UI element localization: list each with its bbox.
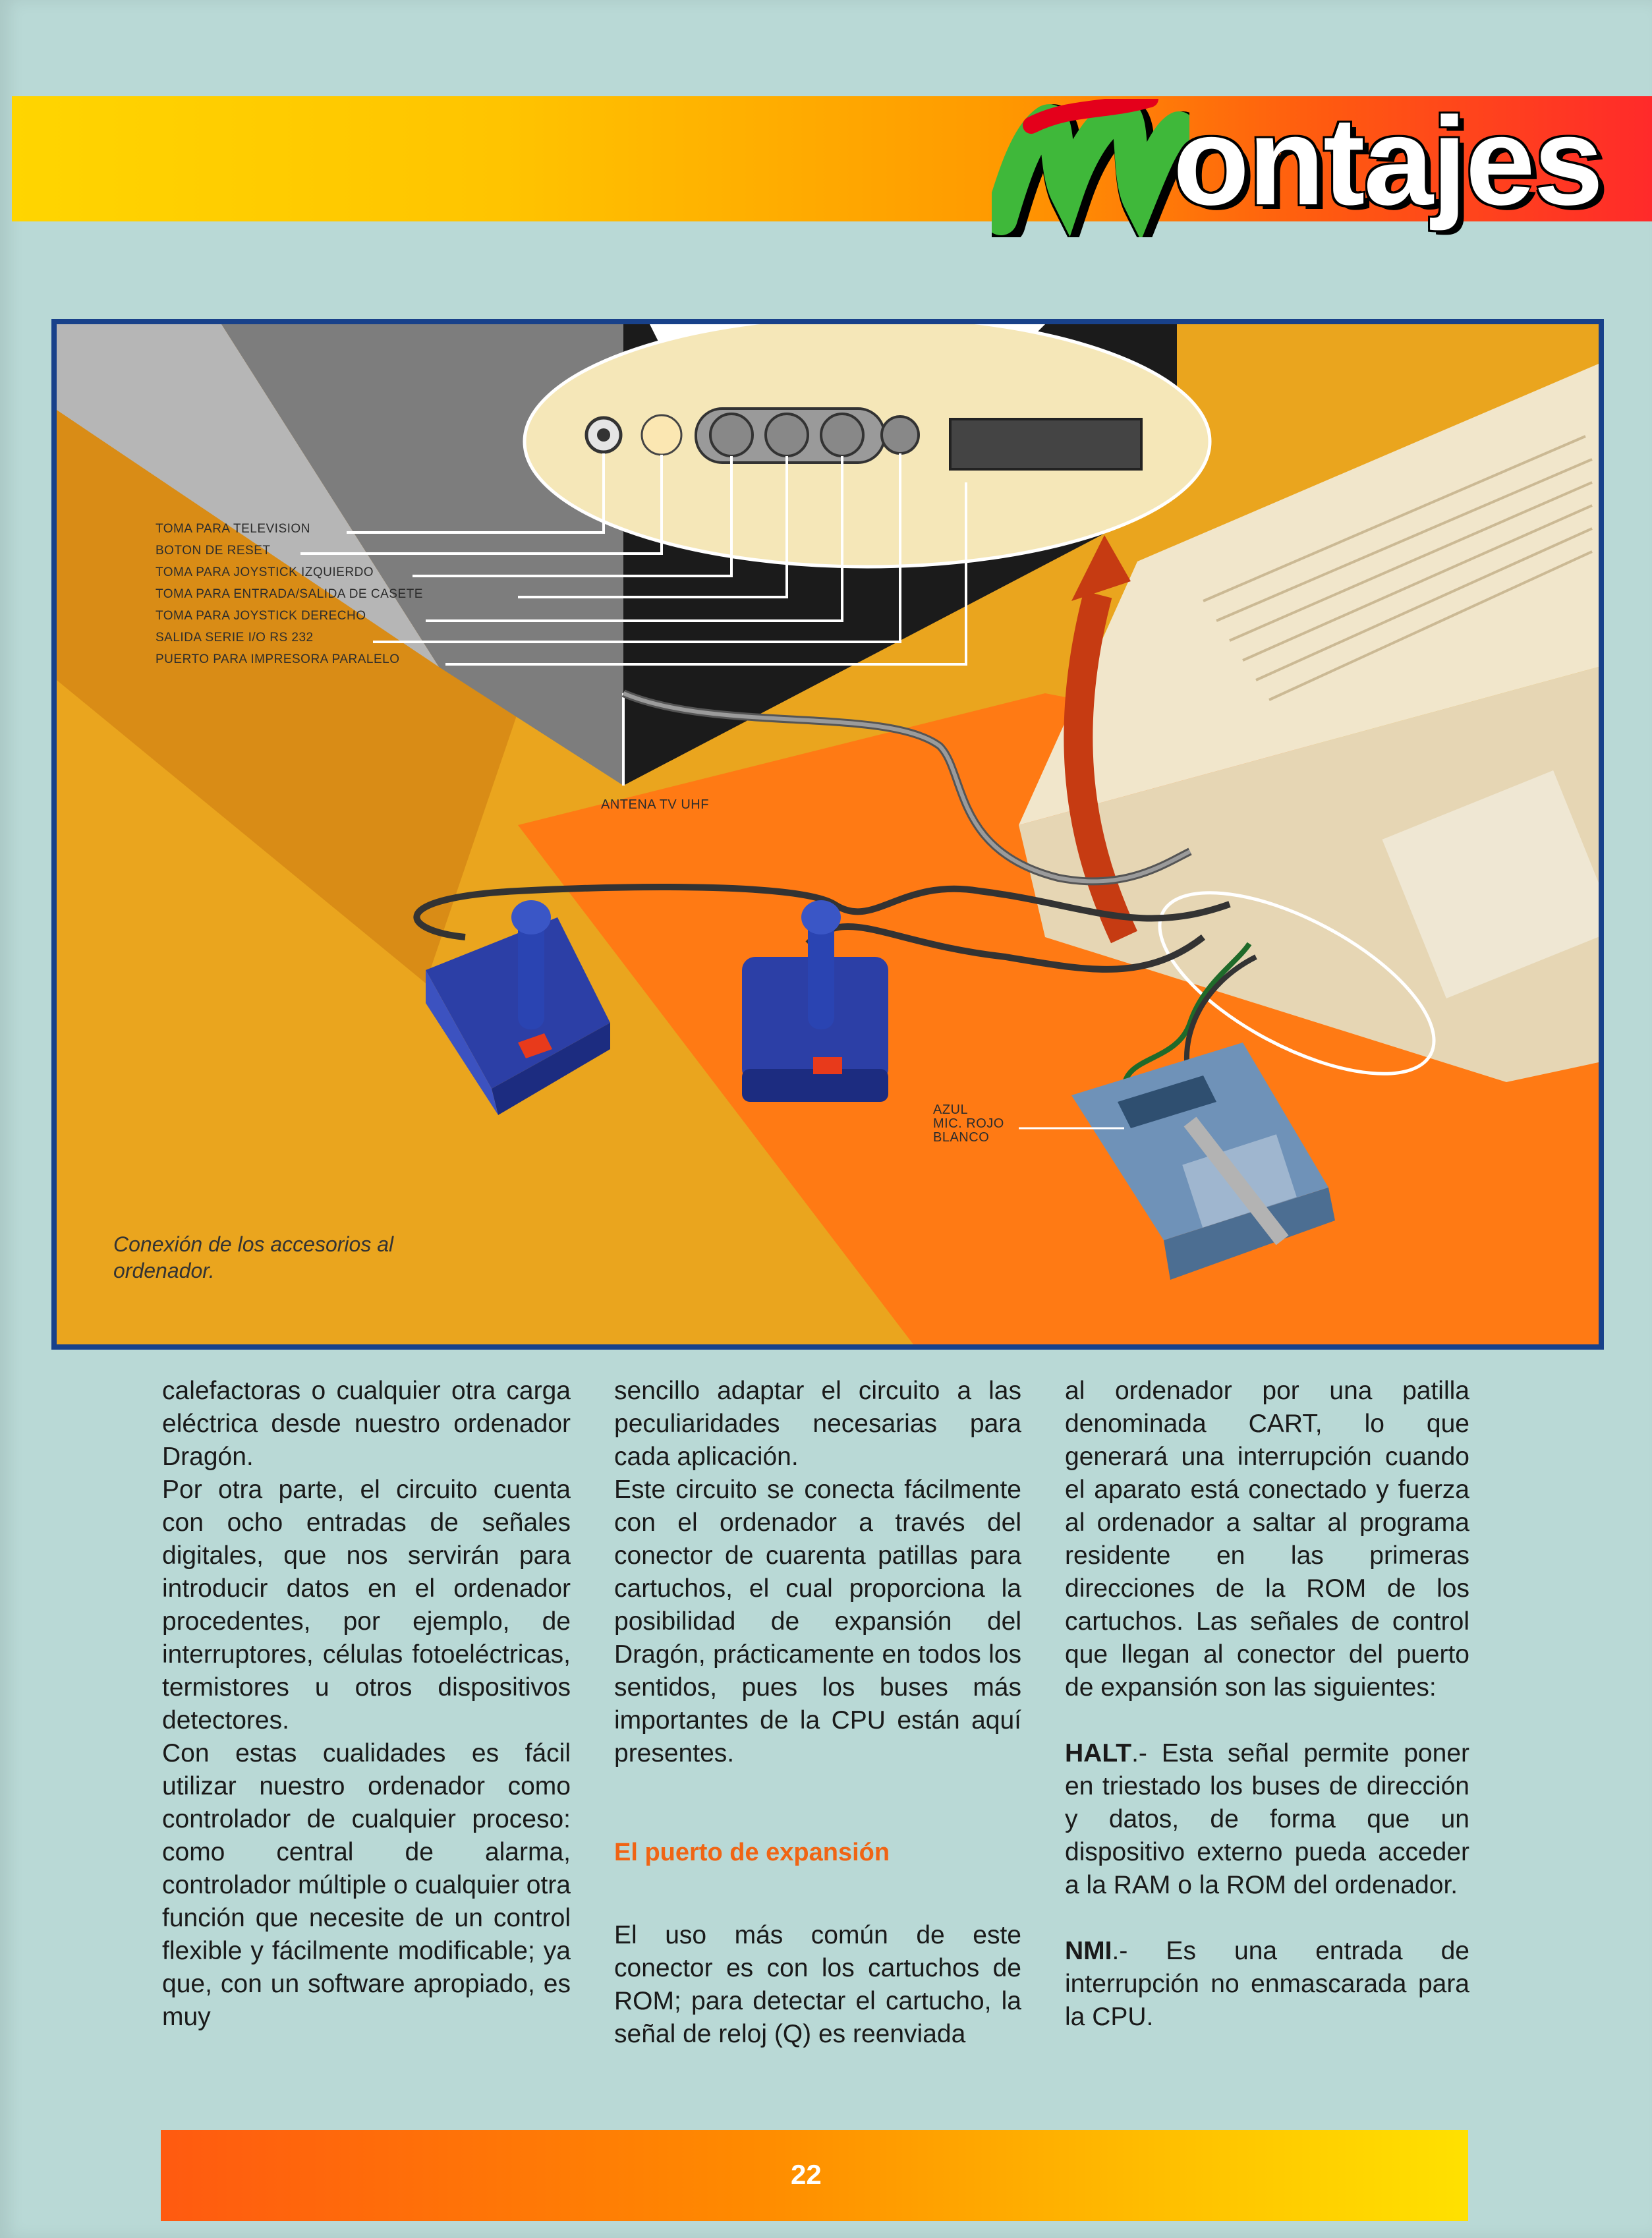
cable-label-white: BLANCO <box>933 1130 990 1145</box>
article-column-2 <box>614 1375 1021 2051</box>
port-label-list <box>156 518 423 670</box>
illustration-artwork <box>57 324 1599 1344</box>
port-label: TOMA PARA TELEVISION <box>156 522 310 536</box>
connection-illustration <box>51 319 1604 1350</box>
cable-label-blue: AZUL <box>933 1103 969 1117</box>
figure-caption: Conexión de los accesorios al ordenador. <box>113 1232 394 1282</box>
antenna-label: ANTENA TV UHF <box>601 797 709 812</box>
port-label: TOMA PARA JOYSTICK DERECHO <box>156 609 366 623</box>
article-column-1 <box>162 1375 571 2034</box>
page-number: 22 <box>791 2159 822 2190</box>
paragraph: Por otra parte, el circuito cuenta con ocho entradas de señales digitales, que nos servirán para introducir datos en el ordenador procedentes, por ejemplo, de interruptores, células fotoeléctricas, termistores u otros dispositivos detectores. <box>162 1476 571 1735</box>
port-label: SALIDA SERIE I/O RS 232 <box>156 631 314 645</box>
paragraph: Con estas cualidades es fácil utilizar nuestro ordenador como controlador de cualquier proceso: como central de alarma, controlador múltiple o cualquier otra función que necesite de un control flexible y fácilmente modificable; ya que, con un software apropiado, es muy <box>162 1739 571 2031</box>
port-label: PUERTO PARA IMPRESORA PARALELO <box>156 652 400 666</box>
paragraph: sencillo adaptar el circuito a las peculiaridades necesarias para cada aplicación. <box>614 1377 1021 1471</box>
term-halt: HALT <box>1065 1739 1132 1767</box>
article-column-3 <box>1065 1375 1469 2034</box>
paragraph: calefactoras o cualquier otra carga eléctrica desde nuestro ordenador Dragón. <box>162 1377 571 1471</box>
port-label: BOTON DE RESET <box>156 544 271 558</box>
section-title: ontajes <box>1173 92 1603 231</box>
paragraph-halt <box>1065 1737 1469 1902</box>
paragraph: El uso más común de este conector es con los cartuchos de ROM; para detectar el cartucho, la señal de reloj (Q) es reenviada <box>614 1921 1021 2048</box>
term-nmi: NMI <box>1065 1937 1112 1965</box>
halt-description: .- Esta señal permite poner en triestado los buses de dirección y datos, de forma que un dispositivo externo pueda acceder a la RAM o la ROM del ordenador. <box>1065 1739 1469 1899</box>
port-label: TOMA PARA JOYSTICK IZQUIERDO <box>156 565 374 579</box>
paragraph-nmi <box>1065 1935 1469 2034</box>
paragraph: al ordenador por una patilla denominada CART, lo que generará una interrupción cuando el aparato está conectado y fuerza al ordenador a saltar al programa residente en las primeras direcciones de la ROM de los cartuchos. Las señales de control que llegan al conector del puerto de expansión son las siguientes: <box>1065 1377 1469 1702</box>
nmi-description: .- Es una entrada de interrupción no enmascarada para la CPU. <box>1065 1937 1469 2031</box>
cable-label-mic: MIC. ROJO <box>933 1116 1004 1131</box>
section-logo-initial <box>992 99 1189 241</box>
cable-labels <box>933 1103 1004 1145</box>
paragraph: Este circuito se conecta fácilmente con el ordenador a través del conector de cuarenta patillas para cartuchos, el cual proporciona la posibilidad de expansión del Dragón, prácticamente en todos los sentidos, pues los buses más importantes de la CPU están aquí presentes. <box>614 1476 1021 1767</box>
port-label: TOMA PARA ENTRADA/SALIDA DE CASETE <box>156 587 423 601</box>
subheading: El puerto de expansión <box>614 1839 890 1866</box>
